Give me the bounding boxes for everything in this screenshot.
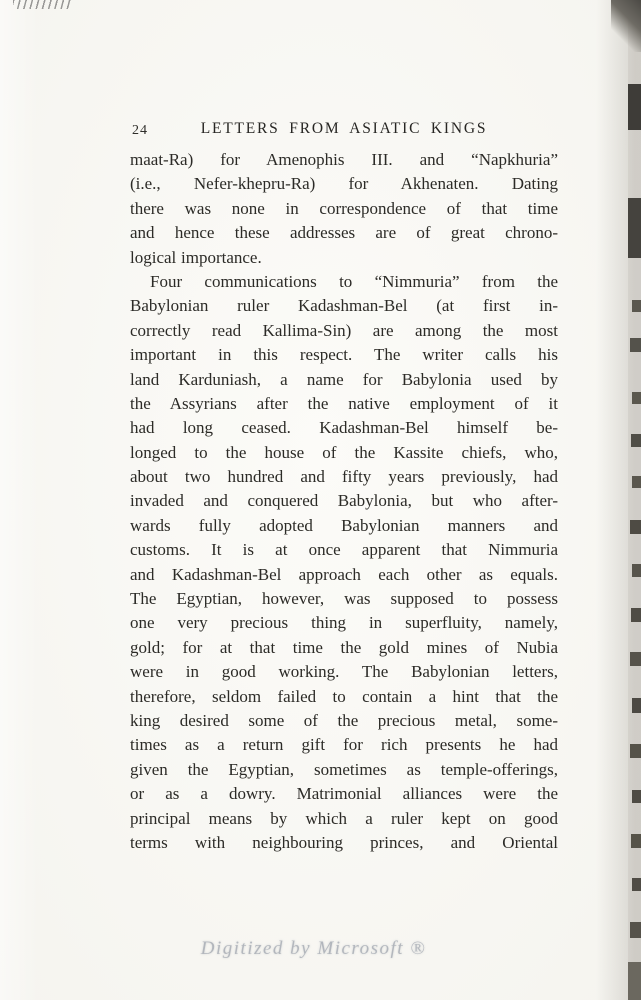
text-line: invaded and conquered Babylonia, but who after- bbox=[130, 491, 558, 511]
text-line: there was none in correspondence of that time bbox=[130, 198, 558, 218]
text-line: king desired some of the precious metal, some- bbox=[130, 710, 558, 730]
page-number: 24 bbox=[132, 123, 148, 138]
text-line: were in good working. The Babylonian letters, bbox=[130, 662, 558, 682]
body-text bbox=[130, 148, 558, 855]
text-line: important in this respect. The writer calls his bbox=[130, 345, 558, 365]
text-line: and hence these addresses are of great chrono- bbox=[130, 223, 558, 243]
text-line: about two hundred and fifty years previously, had bbox=[130, 467, 558, 487]
text-line: gold; for at that time the gold mines of Nubia bbox=[130, 637, 558, 657]
text-line: and Kadashman-Bel approach each other as equals. bbox=[130, 564, 558, 584]
text-line: (i.e., Nefer-khepru-Ra) for Akhenaten. Dating bbox=[130, 174, 558, 194]
text-line: wards fully adopted Babylonian manners and bbox=[130, 515, 558, 535]
text-line: had long ceased. Kadashman-Bel himself be- bbox=[130, 418, 558, 438]
text-line: longed to the house of the Kassite chiefs, who, bbox=[130, 442, 558, 462]
text-line: land Karduniash, a name for Babylonia used by bbox=[130, 369, 558, 389]
text-line: therefore, seldom failed to contain a hint that the bbox=[130, 686, 558, 706]
text-line: one very precious thing in superfluity, namely, bbox=[130, 613, 558, 633]
text-line: maat-Ra) for Amenophis III. and “Napkhuria” bbox=[130, 150, 558, 169]
text-line: Babylonian ruler Kadashman-Bel (at first in- bbox=[130, 296, 558, 316]
text-line: Four communications to “Nimmuria” from the bbox=[150, 271, 558, 291]
text-line: times as a return gift for rich presents he had bbox=[130, 735, 558, 755]
text-line: correctly read Kallima-Sin) are among the most bbox=[130, 320, 558, 340]
pen-marks bbox=[13, 0, 73, 9]
text-line: or as a dowry. Matrimonial alliances were the bbox=[130, 784, 558, 804]
running-header bbox=[130, 120, 558, 142]
text-line: the Assyrians after the native employment of it bbox=[130, 393, 558, 413]
text-line: principal means by which a ruler kept on good bbox=[130, 808, 558, 828]
watermark-text: Digitized by Microsoft ® bbox=[200, 938, 427, 959]
page-corner-shadow bbox=[611, 0, 641, 52]
book-edge-shadow bbox=[628, 0, 641, 1000]
text-line: The Egyptian, however, was supposed to possess bbox=[130, 589, 558, 609]
text-line: given the Egyptian, sometimes as temple-offerings, bbox=[130, 759, 558, 779]
running-title: LETTERS FROM ASIATIC KINGS bbox=[200, 120, 488, 137]
text-line: logical importance. bbox=[130, 247, 262, 267]
text-line: customs. It is at once apparent that Nimmuria bbox=[130, 540, 558, 560]
text-line: terms with neighbouring princes, and Oriental bbox=[130, 832, 558, 852]
